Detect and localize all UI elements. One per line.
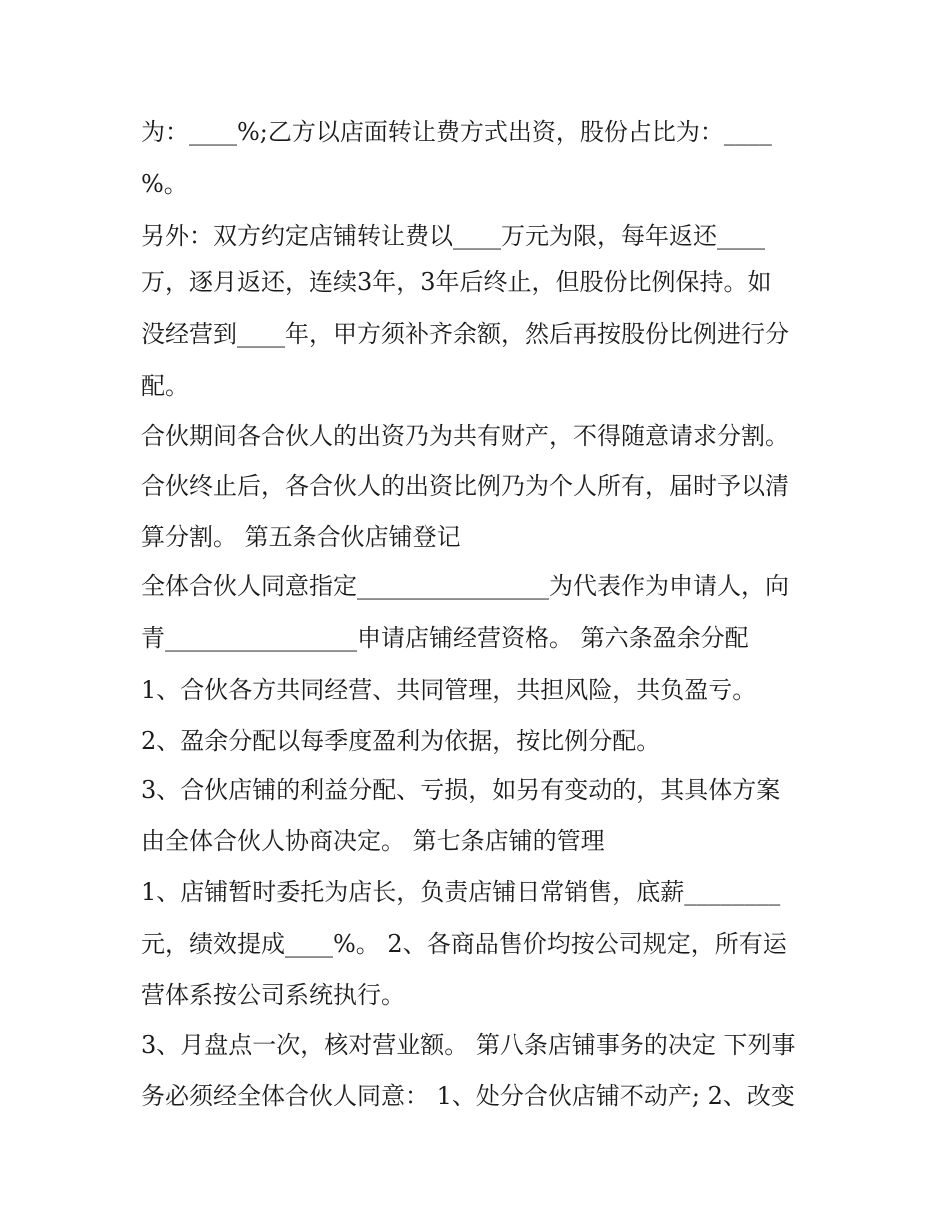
text-line: 务必须经全体合伙人同意： 1、处分合伙店铺不动产; 2、改变 [141, 1082, 795, 1110]
text-line: 配。 [141, 372, 189, 400]
text-line: 2、盈余分配以每季度盈利为依据，按比例分配。 [141, 727, 661, 755]
text-line: 营体系按公司系统执行。 [141, 981, 405, 1009]
text-line: 另外：双方约定店铺转让费以____万元为限，每年返还____ [141, 222, 765, 250]
text-line: 元，绩效提成____%。 2、各商品售价均按公司规定，所有运 [141, 930, 787, 958]
text-line: 1、店铺暂时委托为店长，负责店铺日常销售，底薪________ [141, 878, 781, 906]
text-line: 3、合伙店铺的利益分配、亏损，如另有变动的，其具体方案 [141, 776, 781, 804]
text-line: 由全体合伙人协商决定。 第七条店铺的管理 [141, 827, 605, 855]
text-line: 3、月盘点一次，核对营业额。 第八条店铺事务的决定 下列事 [141, 1031, 796, 1059]
text-line: 全体合伙人同意指定________________为代表作为申请人，向 [141, 572, 789, 600]
text-line: 1、合伙各方共同经营、共同管理，共担风险，共负盈亏。 [141, 676, 757, 704]
text-line: 没经营到____年，甲方须补齐余额，然后再按股份比例进行分 [141, 320, 789, 348]
text-line: %。 [141, 170, 188, 198]
text-line: 万，逐月返还，连续3年，3年后终止，但股份比例保持。如 [141, 268, 772, 296]
text-line: 算分割。 第五条合伙店铺登记 [141, 523, 461, 551]
text-line: 青________________申请店铺经营资格。 第六条盈余分配 [141, 624, 749, 652]
text-line: 合伙终止后，各合伙人的出资比例乃为个人所有，届时予以清 [141, 472, 789, 500]
text-line: 合伙期间各合伙人的出资乃为共有财产，不得随意请求分割。 [141, 422, 789, 450]
text-line: 为：____%;乙方以店面转让费方式出资，股份占比为：____ [141, 118, 772, 146]
